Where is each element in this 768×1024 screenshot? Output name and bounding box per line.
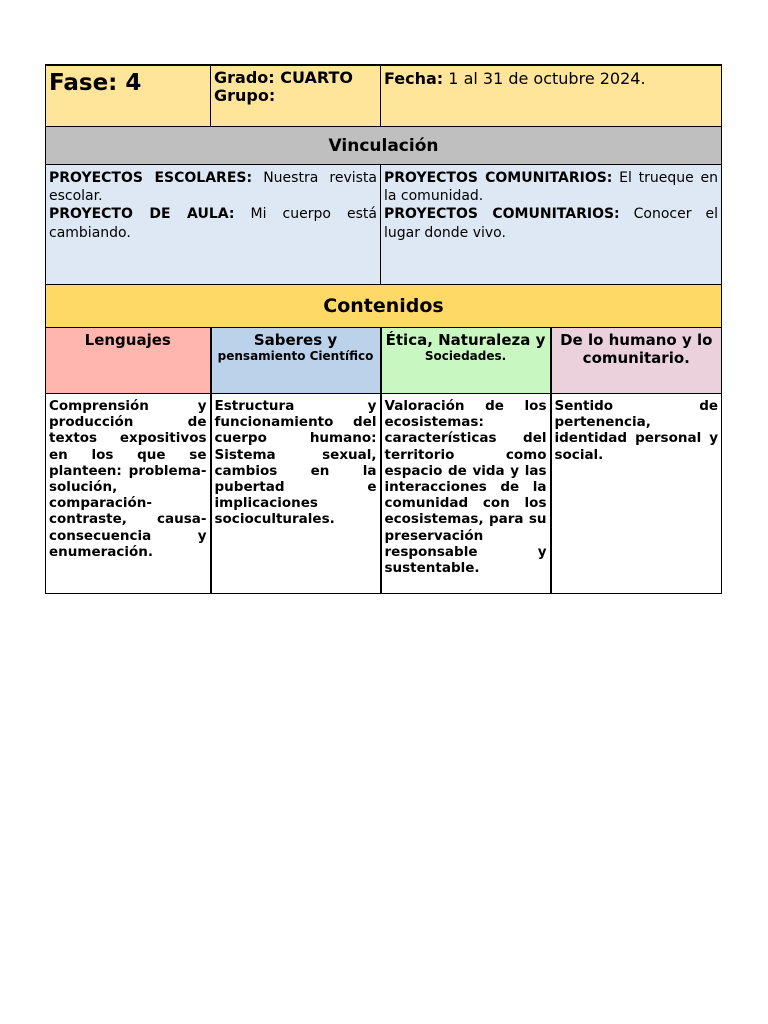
- project-label: PROYECTO DE AULA:: [49, 206, 235, 223]
- grado-text: Grado: CUARTO: [214, 68, 353, 87]
- project-text: Conocer el lugar donde vivo.: [384, 206, 719, 241]
- contenidos-body-row: [46, 394, 722, 594]
- contenidos-title-row: [46, 285, 722, 328]
- campo-saberes: [211, 328, 381, 394]
- contenido-humano: Sentido de pertenencia, identidad personal y social.: [551, 394, 722, 594]
- fase-cell: [46, 65, 211, 127]
- project-text: Mi cuerpo está cambiando.: [49, 206, 377, 241]
- project-comunitario-2: [384, 205, 718, 241]
- project-comunitario-1: [384, 169, 718, 205]
- grupo-text: Grupo:: [214, 86, 276, 106]
- contenidos-title: Contenidos: [46, 285, 722, 328]
- campo-humano: [551, 328, 722, 394]
- planning-document: [45, 64, 721, 594]
- project-aula: [49, 205, 377, 241]
- campo-etica: [381, 328, 551, 394]
- project-escolar: [49, 169, 377, 205]
- contenido-etica: Valoración de los ecosistemas: características del territorio como espacio de vida y las interacciones de la comunidad con los ecosistemas, para su preservación responsable y sustentable.: [381, 394, 551, 594]
- fecha-label: Fecha:: [384, 69, 444, 88]
- campo-title: Saberes y: [253, 331, 338, 349]
- vinculacion-projects-row: [46, 165, 722, 285]
- campo-subtitle: pensamiento Científico: [217, 349, 374, 363]
- project-text: Nuestra revista escolar.: [49, 170, 377, 205]
- project-label: PROYECTOS COMUNITARIOS:: [384, 206, 620, 223]
- campos-row: [46, 328, 722, 394]
- vinculacion-title: Vinculación: [46, 127, 722, 165]
- contenido-saberes: Estructura y funcionamiento del cuerpo humano: Sistema sexual, cambios en la pubertad e implicaciones socioculturales.: [211, 394, 381, 594]
- project-label: PROYECTOS ESCOLARES:: [49, 170, 253, 186]
- campo-title: Ética, Naturaleza y: [385, 331, 546, 349]
- header-row: [46, 65, 722, 127]
- contenido-lenguajes: Comprensión y producción de textos expositivos en los que se planteen: problema-solución, comparación-contraste, causa-consecuencia y enumeración.: [46, 394, 211, 594]
- campo-subtitle: Sociedades.: [424, 349, 507, 363]
- fecha-value: 1 al 31 de octubre 2024.: [448, 69, 646, 88]
- projects-left-cell: [46, 165, 381, 285]
- vinculacion-title-row: [46, 127, 722, 165]
- project-label: PROYECTOS COMUNITARIOS:: [384, 170, 613, 186]
- grado-cell: [211, 65, 381, 127]
- campo-title: De lo humano y lo comunitario.: [560, 331, 713, 367]
- campo-lenguajes: [46, 328, 211, 394]
- fase-text: Fase: 4: [49, 70, 142, 96]
- planning-table: [45, 64, 722, 594]
- project-text: El trueque en la comunidad.: [384, 170, 719, 205]
- fecha-cell: [381, 65, 722, 127]
- projects-right-cell: [381, 165, 722, 285]
- campo-title: Lenguajes: [84, 331, 171, 349]
